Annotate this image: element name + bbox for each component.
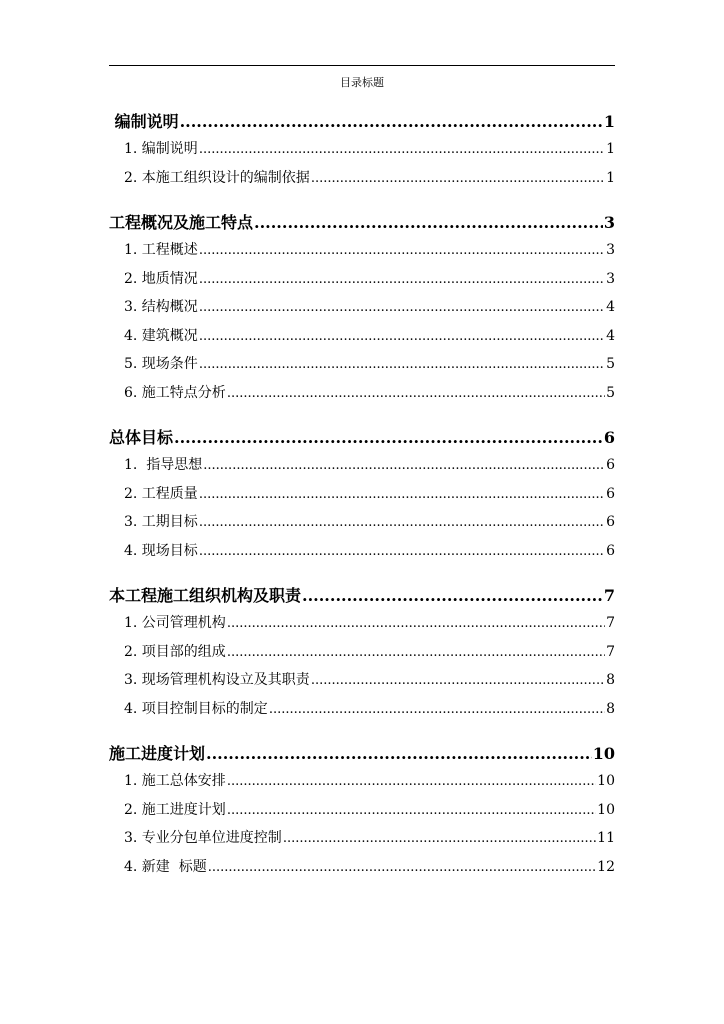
toc-item-entry[interactable] <box>109 265 615 294</box>
dot-leader <box>254 209 603 236</box>
toc-item-page: 4 <box>606 327 615 344</box>
toc-heading-title: 编制说明 <box>109 112 179 131</box>
toc-item-page: 5 <box>606 356 615 372</box>
dot-leader <box>302 582 603 609</box>
toc-item-title: 2. 本施工组织设计的编制依据 <box>124 169 310 186</box>
dot-leader <box>283 824 596 854</box>
toc-item-page: 5 <box>606 384 615 401</box>
toc-item-page: 6 <box>606 457 615 473</box>
toc-item-entry[interactable] <box>109 164 615 193</box>
toc-heading-entry[interactable] <box>109 108 615 135</box>
toc-section <box>109 209 615 407</box>
toc-item-title: 4. 新建 标题 <box>124 858 207 875</box>
toc-item-page: 6 <box>606 485 615 502</box>
toc-section <box>109 582 615 723</box>
toc-item-entry[interactable] <box>109 824 615 853</box>
toc-item-entry[interactable] <box>109 537 615 566</box>
toc-item-title: 3. 专业分包单位进度控制 <box>124 830 282 846</box>
dot-leader <box>180 108 603 135</box>
dot-leader <box>311 164 605 194</box>
toc-heading-entry[interactable] <box>109 424 615 451</box>
toc-item-page: 3 <box>606 242 615 258</box>
toc-heading-title: 施工进度计划 <box>109 744 206 763</box>
toc-item-title: 4. 建筑概况 <box>124 327 198 344</box>
toc-item-title: 5. 现场条件 <box>124 356 198 372</box>
toc-item-entry[interactable] <box>109 236 615 265</box>
dot-leader <box>227 379 605 409</box>
toc-heading-entry[interactable] <box>109 740 615 767</box>
toc-item-page: 6 <box>606 514 615 530</box>
toc-item-title: 2. 项目部的组成 <box>124 643 226 660</box>
dot-leader <box>227 609 605 639</box>
toc-item-title: 3. 结构概况 <box>124 299 198 315</box>
toc-item-title: 1. 工程概述 <box>124 242 198 258</box>
dot-leader <box>269 695 605 725</box>
toc-item-title: 2. 工程质量 <box>124 485 198 502</box>
toc-item-page: 11 <box>597 830 615 846</box>
toc-item-page: 1 <box>606 141 615 157</box>
dot-leader <box>227 767 596 797</box>
toc-item-title: 6. 施工特点分析 <box>124 384 226 401</box>
toc-item-entry[interactable] <box>109 666 615 695</box>
dot-leader <box>199 265 605 295</box>
toc-item-entry[interactable] <box>109 350 615 379</box>
toc-item-title: 1. 编制说明 <box>124 141 198 157</box>
dot-leader <box>203 451 605 481</box>
toc-item-entry[interactable] <box>109 451 615 480</box>
toc-item-entry[interactable] <box>109 379 615 408</box>
dot-leader <box>199 236 605 266</box>
toc-heading-page: 6 <box>603 428 615 447</box>
dot-leader <box>206 740 592 767</box>
toc-item-title: 4. 项目控制目标的制定 <box>124 700 268 717</box>
dot-leader <box>199 322 605 352</box>
toc-item-entry[interactable] <box>109 480 615 509</box>
toc-item-entry[interactable] <box>109 853 615 882</box>
toc-heading-title: 总体目标 <box>109 428 174 447</box>
toc-item-entry[interactable] <box>109 322 615 351</box>
toc-item-title: 2. 施工进度计划 <box>124 801 226 818</box>
toc-heading-page: 10 <box>592 744 615 763</box>
dot-leader <box>199 537 605 567</box>
dot-leader <box>227 638 605 668</box>
dot-leader <box>199 293 605 323</box>
header-title: 目录标题 <box>340 76 384 89</box>
toc-item-page: 4 <box>606 299 615 315</box>
toc-heading-title: 工程概况及施工特点 <box>109 213 254 232</box>
toc-heading-entry[interactable] <box>109 582 615 609</box>
toc-heading-page: 3 <box>603 213 615 232</box>
toc-item-entry[interactable] <box>109 796 615 825</box>
toc-item-page: 8 <box>606 672 615 688</box>
dot-leader <box>311 666 605 696</box>
toc-item-title: 4. 现场目标 <box>124 542 198 559</box>
toc-item-title: 1. 指导思想 <box>124 457 203 473</box>
toc-item-page: 8 <box>606 700 615 717</box>
toc-heading-page: 7 <box>603 586 615 605</box>
toc-item-entry[interactable] <box>109 293 615 322</box>
toc-item-entry[interactable] <box>109 609 615 638</box>
toc-item-entry[interactable] <box>109 508 615 537</box>
dot-leader <box>199 508 605 538</box>
dot-leader <box>199 135 605 165</box>
toc-item-entry[interactable] <box>109 638 615 667</box>
toc-item-page: 10 <box>597 801 615 818</box>
toc-item-entry[interactable] <box>109 695 615 724</box>
toc-item-page: 6 <box>606 542 615 559</box>
toc-item-entry[interactable] <box>109 767 615 796</box>
toc-section <box>109 108 615 192</box>
toc-section <box>109 424 615 565</box>
toc-item-title: 3. 现场管理机构设立及其职责 <box>124 672 310 688</box>
toc-item-title: 2. 地质情况 <box>124 270 198 287</box>
toc-item-entry[interactable] <box>109 135 615 164</box>
toc-item-title: 3. 工期目标 <box>124 514 198 530</box>
dot-leader <box>199 480 605 510</box>
table-of-contents <box>109 108 615 881</box>
toc-heading-entry[interactable] <box>109 209 615 236</box>
dot-leader <box>174 424 603 451</box>
toc-heading-page: 1 <box>603 112 615 131</box>
toc-item-page: 3 <box>606 270 615 287</box>
dot-leader <box>227 796 596 826</box>
toc-item-page: 12 <box>597 858 615 875</box>
dot-leader <box>199 350 605 380</box>
toc-item-page: 1 <box>606 169 615 186</box>
toc-section <box>109 740 615 881</box>
toc-heading-title: 本工程施工组织机构及职责 <box>109 586 302 605</box>
header-rule <box>109 65 615 66</box>
toc-item-title: 1. 施工总体安排 <box>124 773 226 789</box>
toc-item-page: 10 <box>597 773 615 789</box>
toc-item-page: 7 <box>606 643 615 660</box>
dot-leader <box>208 853 596 883</box>
toc-item-page: 7 <box>606 615 615 631</box>
toc-item-title: 1. 公司管理机构 <box>124 615 226 631</box>
